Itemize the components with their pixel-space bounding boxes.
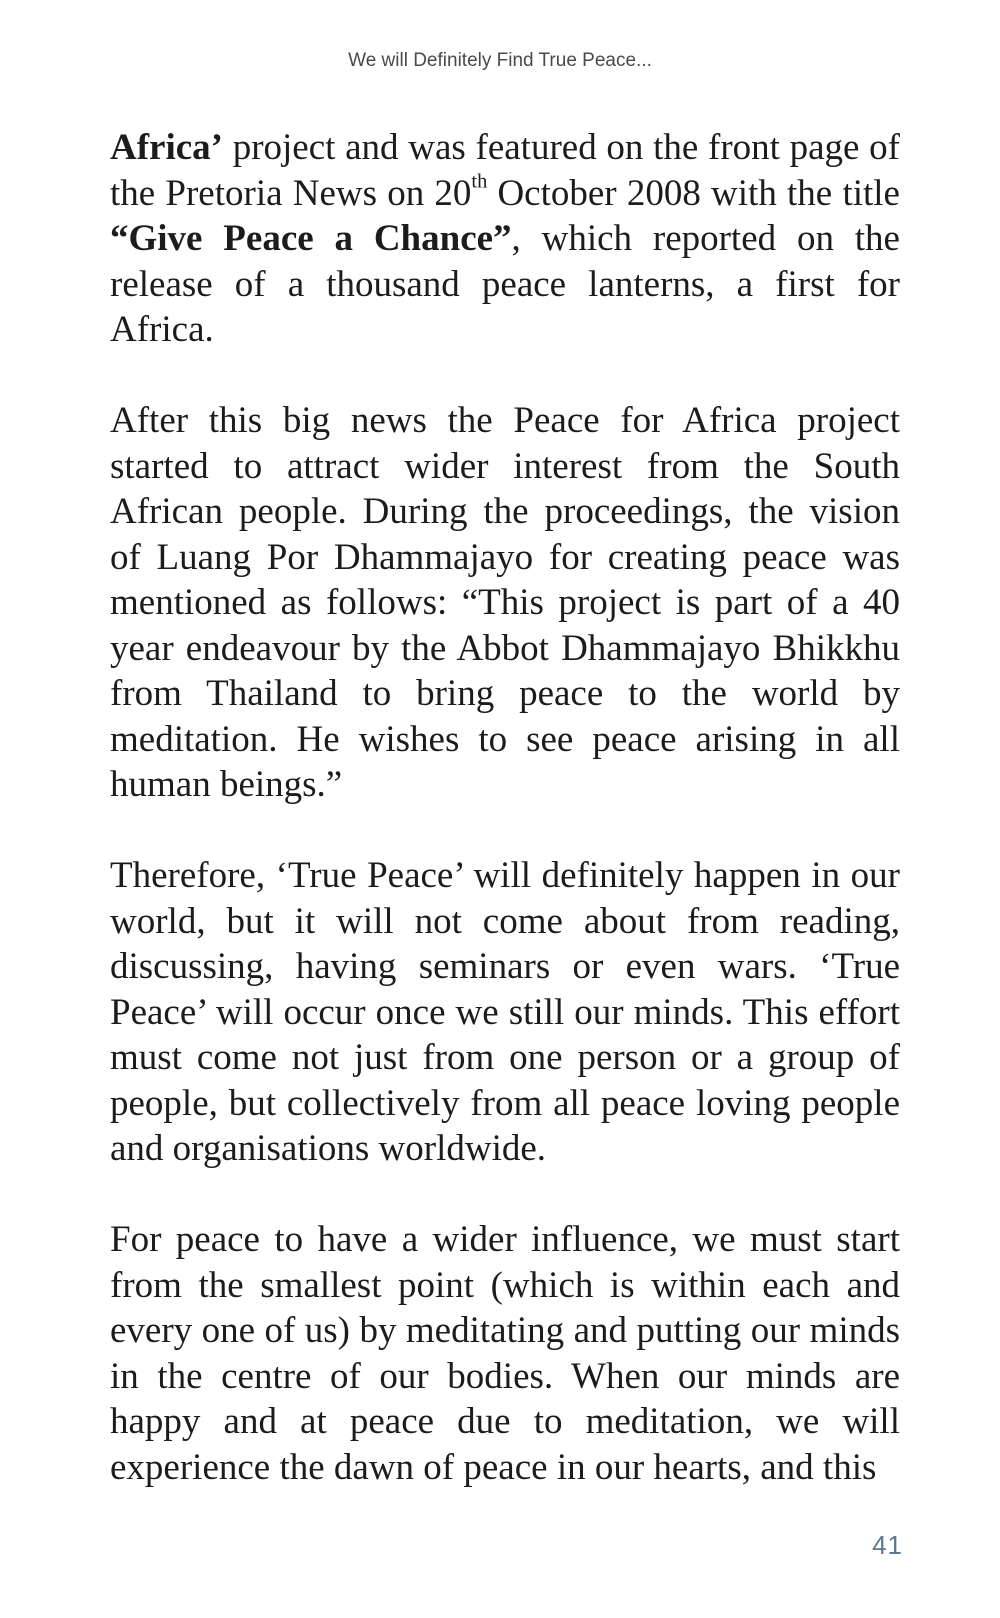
date-superscript: th	[471, 170, 488, 193]
running-header: We will Definitely Find True Peace...	[348, 50, 652, 71]
paragraph-2: After this big news the Peace for Africa project started to attract wider interest from the South African people. During the proceedings, the vision of Luang Por Dhammajayo for creating peace was mentioned as follows: “This project is part of a 40 year endeavour by the Abbot Dhammajayo Bhikkhu from Thailand to bring peace to the world by meditation. He wishes to see peace arising in all human beings.”	[110, 400, 900, 805]
article-title: “Give Peace a Chance”	[110, 218, 512, 259]
body-text	[110, 125, 900, 1490]
paragraph-1-text-b: October 2008 with the title	[487, 172, 900, 214]
page-number: 41	[872, 1530, 903, 1560]
paragraph-1	[110, 125, 900, 353]
paragraph-1-text-c: , which reported on the release of a thousand peace lanterns, a first for Africa.	[110, 218, 900, 350]
paragraph-4: For peace to have a wider influence, we must start from the smallest point (which is within each and every one of us) by meditating and putting our minds in the centre of our bodies. When our minds are happy and at peace due to meditation, we will experience the dawn of peace in our hearts, and this	[110, 1219, 900, 1488]
bold-lead: Africa’	[110, 127, 223, 168]
paragraph-3: Therefore, ‘True Peace’ will definitely happen in our world, but it will not come about from reading, discussing, having seminars or even wars. ‘True Peace’ will occur once we still our minds. This effort must come not just from one person or a group of people, but collectively from all peace loving people and organisations worldwide.	[110, 855, 900, 1169]
paragraph-1-text-a: project and was featured on the front page of the Pretoria News on 20	[110, 127, 900, 214]
